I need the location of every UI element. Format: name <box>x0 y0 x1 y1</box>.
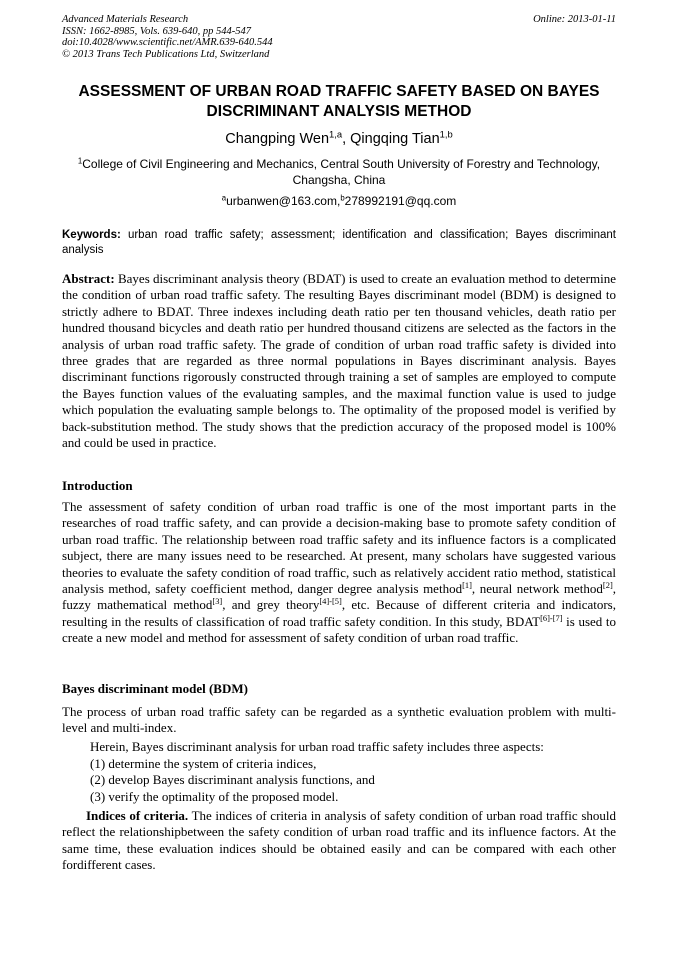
criteria-paragraph <box>62 808 616 874</box>
introduction-paragraph <box>62 499 616 647</box>
bdm-aspect-1: (1) determine the system of criteria indices, <box>90 756 317 771</box>
title-line-1: ASSESSMENT OF URBAN ROAD TRAFFIC SAFETY BASED ON BAYES <box>78 83 600 100</box>
affiliation-text: College of Civil Engineering and Mechanics, Central South University of Forestry and Technology, Changsha, China <box>82 157 601 187</box>
author-1: Changping Wen <box>225 131 330 147</box>
email-b[interactable]: 278992191@qq.com <box>344 194 457 208</box>
copyright-line: © 2013 Trans Tech Publications Ltd, Switzerland <box>62 48 270 60</box>
intro-text-3: , fuzzy mathematical method <box>62 581 617 613</box>
author-2-sup: 1,b <box>439 128 453 140</box>
author-1-sup: 1,a <box>329 128 343 140</box>
email-b-sup: b <box>340 193 345 203</box>
bdm-aspects-intro: Herein, Bayes discriminant analysis for urban road traffic safety includes three aspects: <box>90 739 544 754</box>
abstract-label: Abstract: <box>62 271 115 286</box>
paper-title <box>62 82 616 122</box>
author-2: Qingqing Tian <box>350 131 440 147</box>
issn-line: ISSN: 1662-8985, Vols. 639-640, pp 544-547 <box>62 25 251 37</box>
author-separator: , <box>342 131 351 147</box>
citation-2: [2] <box>602 579 613 590</box>
email-a-sup: a <box>221 193 227 203</box>
citation-3: [3] <box>212 596 223 607</box>
bdm-aspect-2: (2) develop Bayes discriminant analysis functions, and <box>90 772 375 787</box>
citation-4-5: [4]-[5] <box>319 596 342 607</box>
title-line-2: DISCRIMINANT ANALYSIS METHOD <box>206 103 472 120</box>
bdm-aspect-3: (3) verify the optimality of the proposed model. <box>90 789 339 804</box>
emails <box>62 193 616 209</box>
introduction-heading: Introduction <box>62 478 133 493</box>
citation-1: [1] <box>462 579 472 590</box>
journal-name: Advanced Materials Research <box>62 14 189 25</box>
intro-text-5: , etc. Because of different criteria and indicators, resulting in the results of classification of road traffic safety condition. In this study, BDAT <box>62 597 616 629</box>
criteria-text: The indices of criteria in analysis of safety condition of urban road traffic should reflect the relationshipbetween the safety condition of urban road traffic and its influence factors. At the same time, these evaluation indices should be obtained easily and can be compared with each other fordifferent cases. <box>62 808 616 873</box>
bdm-heading: Bayes discriminant model (BDM) <box>62 681 248 696</box>
intro-text-4: , and grey theory <box>222 597 320 613</box>
abstract-text: Bayes discriminant analysis theory (BDAT) is used to create an evaluation method to determine the condition of urban road traffic safety. The resulting Bayes discriminant model (BDM) is designed to strictly adhere to BDAT. Three indexes including death ratio per ten thousand vehicles, death ratio per hundred thousand bicycles and death ratio per hundred thousand citizens are selected as the factors in the analysis of urban road traffic safety. The grade of condition of urban road traffic safety is divided into three grades that are regarded as three normal populations in Bayes discriminant analysis. Bayes discriminant functions rigorously constructed through training a set of samples are employed to compute the Bayes function values of the evaluating samples, and the maximal function value is used to judge which population the evaluating sample belongs to. The optimality of the proposed model is verified by back-substitution method. The study shows that the prediction accuracy of the proposed model is 100% and could be used in practice. <box>62 271 616 451</box>
doi-line: doi:10.4028/www.scientific.net/AMR.639-640.544 <box>62 37 273 48</box>
intro-text-6: is used to create a new model and method for assessment of safety condition of urban road traffic. <box>62 613 616 646</box>
intro-text-2: , neural network method <box>471 581 603 597</box>
keywords-text: urban road traffic safety; assessment; identification and classification; Bayes discriminant analysis <box>62 229 616 256</box>
affiliation <box>62 156 616 188</box>
abstract <box>62 271 616 451</box>
authors <box>62 130 616 148</box>
keywords-label: Keywords: <box>62 229 121 241</box>
intro-text-1: The assessment of safety condition of urban road traffic is one of the most important parts in the researches of road traffic safety, and can provide a decision-making base to promote safety condition of urban road traffic. The relationship between road traffic safety and its influence factors is a complicated subject, there are many issues need to be researched. At present, many scholars have suggested various theories to evaluate the safety condition of road traffic, such as relatively accident ratio method, statistical analysis method, safety coefficient method, danger degree analysis method <box>62 499 616 597</box>
keywords <box>62 228 616 258</box>
journal-header <box>62 14 616 60</box>
online-date: Online: 2013-01-11 <box>533 14 616 25</box>
citation-6-7: [6]-[7] <box>540 612 563 623</box>
criteria-label: Indices of criteria. <box>86 808 189 823</box>
email-a[interactable]: urbanwen@163.com, <box>226 194 341 208</box>
bdm-paragraph: The process of urban road traffic safety can be regarded as a synthetic evaluation problem with multi-level and multi-index. <box>62 704 616 736</box>
affiliation-sup: 1 <box>77 156 83 166</box>
